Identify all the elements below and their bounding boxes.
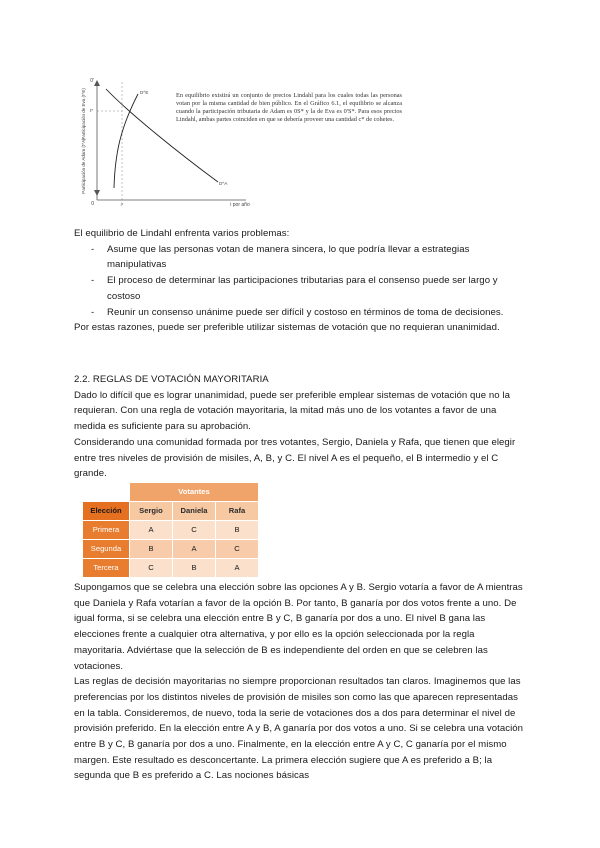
table-cell: B bbox=[130, 539, 173, 558]
table-corner bbox=[83, 483, 130, 502]
preferences-table bbox=[82, 482, 259, 578]
table-cell: B bbox=[216, 520, 259, 539]
y-axis-label-upper: Participación de Eva (t^E) bbox=[81, 88, 86, 140]
x-tick: i* bbox=[120, 202, 124, 207]
problem-item: - El proceso de determinar las participaciones tributarias para el consenso puede ser largo y costoso bbox=[91, 275, 498, 302]
y-top-tick: 0' bbox=[90, 78, 94, 84]
table-cell: B bbox=[173, 558, 216, 577]
section-heading: 2.2. REGLAS DE VOTACIÓN MAYORITARIA bbox=[74, 374, 269, 385]
bullet-dash: - bbox=[91, 306, 95, 318]
section-paragraph-1: Dado lo difícil que es lograr unanimidad, puede ser preferible emplear sistemas de votación que no la requieran. Con una regla de votación mayoritaria, la mitad más uno de los votantes a favor de una medida es suficiente para su aprobación. bbox=[74, 389, 510, 433]
table-row-header: Elección bbox=[83, 501, 130, 520]
table-group-header: Votantes bbox=[130, 483, 259, 502]
analysis-paragraph-2: Las reglas de decisión mayoritarias no siempre proporcionan resultados tan claros. Imaginemos que las preferencias por los distintos niveles de provisión de misiles son como las que aparecen representadas en la tabla. Consideremos, de nuevo, toda la serie de votaciones dos a dos para determinar el nivel de provisión preferido. En la elección entre A y B, A ganaría por dos votos a uno. Si se celebra una votación entre B y C, B ganaría por dos a uno. Finalmente, en la elección entre A y C, C ganaría por el mismo margen. Este resultado es desconcertante. La primera elección sugiere que A es preferido a B; la segunda que B es preferido a C. Las nociones básicas bbox=[74, 676, 524, 782]
majority-rules-section bbox=[74, 372, 526, 482]
y-tick: t* bbox=[89, 108, 93, 113]
table-row-label: Primera bbox=[83, 520, 130, 539]
problems-section bbox=[74, 226, 526, 336]
table-cell: C bbox=[216, 539, 259, 558]
table-row bbox=[83, 539, 259, 558]
intro-paragraph: El equilibrio de Lindahl enfrenta varios problemas: bbox=[74, 228, 290, 239]
table-column-header: Rafa bbox=[216, 501, 259, 520]
y-axis-label-lower: Participación de Adam (t^A) bbox=[81, 138, 86, 194]
problem-item: - Reunir un consenso unánime puede ser difícil y costoso en términos de toma de decisiones. bbox=[74, 305, 526, 321]
bullet-dash: - bbox=[91, 243, 95, 255]
table-cell: C bbox=[173, 520, 216, 539]
table-column-header: Daniela bbox=[173, 501, 216, 520]
table-column-header: Sergio bbox=[130, 501, 173, 520]
bullet-dash: - bbox=[91, 275, 95, 287]
table-row-label: Segunda bbox=[83, 539, 130, 558]
table-cell: C bbox=[130, 558, 173, 577]
curve-eva-label: D^E bbox=[140, 90, 149, 95]
analysis-section bbox=[74, 580, 526, 784]
problems-list bbox=[74, 242, 526, 321]
analysis-paragraph-1: Supongamos que se celebra una elección sobre las opciones A y B. Sergio votaría a favor de A mientras que Daniela y Rafa votarían a favor de la opción B. Por tanto, B ganaría por dos votos frente a uno. De igual forma, si se celebra una elección entre B y C, B ganaría por dos a uno. El nivel B gana las elecciones frente a cualquier otra alternativa, y por ello es la opción seleccionada por la regla mayoritaria. Adviértase que la selección de B es independiente del orden en que se celebren las votaciones. bbox=[74, 582, 523, 672]
table-row bbox=[83, 520, 259, 539]
table-row-label: Tercera bbox=[83, 558, 130, 577]
table-cell: A bbox=[130, 520, 173, 539]
origin-label: 0 bbox=[91, 201, 94, 207]
table-cell: A bbox=[216, 558, 259, 577]
conclusion-paragraph: Por estas razones, puede ser preferible utilizar sistemas de votación que no requieran unanimidad. bbox=[74, 322, 500, 334]
y-axis-arrow-up bbox=[94, 80, 100, 86]
x-axis-label: i por año bbox=[230, 202, 250, 208]
curve-adam-label: D^A bbox=[219, 181, 228, 186]
table-cell: A bbox=[173, 539, 216, 558]
figure-caption: En equilibrio existirá un conjunto de precios Lindahl para los cuales todas las personas votan por la misma cantidad de bien público. En el Gráfico 6.1, el equilibrio se alcanza cuando la participación tributaria de Adam es 0S* y la de Eva es 0'S*. Para esos precios Lindahl, ambas partes coinciden en que se debería proveer una cantidad c* de cohetes. bbox=[176, 92, 402, 123]
y-axis-arrow-down bbox=[94, 190, 100, 196]
table-row bbox=[83, 558, 259, 577]
section-paragraph-2: Considerando una comunidad formada por tres votantes, Sergio, Daniela y Rafa, que tienen que elegir entre tres niveles de provisión de misiles, A, B, y C. El nivel A es el pequeño, el B intermedio y el C grande. bbox=[74, 436, 516, 480]
problem-item: - Asume que las personas votan de manera sincera, lo que podría llevar a estrategias manipulativas bbox=[91, 243, 470, 271]
